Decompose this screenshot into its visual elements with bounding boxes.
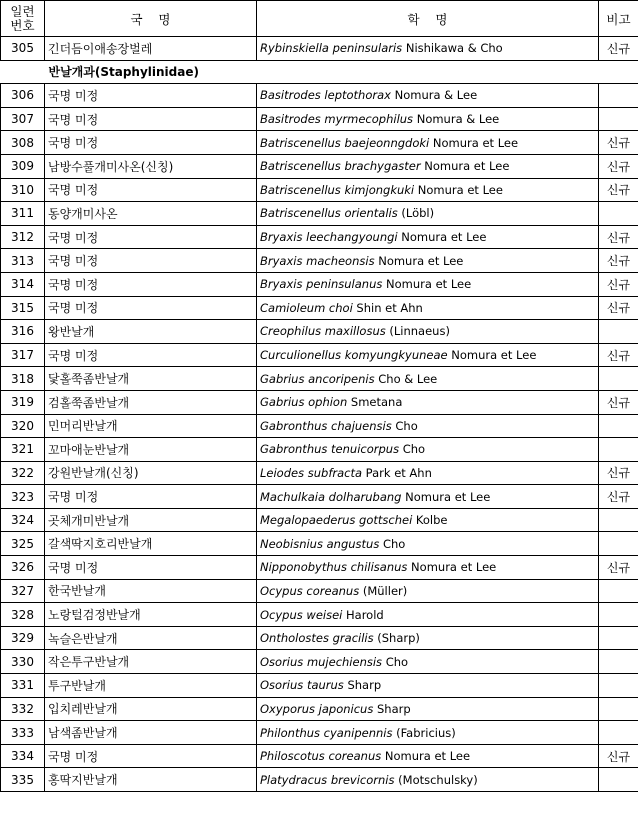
scientific-author: Nomura et Lee <box>429 135 519 150</box>
serial-number-cell: 334 <box>1 744 45 768</box>
scientific-binomial: Batriscenellus brachygaster <box>260 159 421 174</box>
serial-number-cell: 315 <box>1 296 45 320</box>
note-cell <box>599 320 638 344</box>
scientific-author: Park et Ahn <box>362 465 432 480</box>
serial-number-cell: 318 <box>1 367 45 391</box>
scientific-name-cell <box>257 154 599 178</box>
note-cell: 신규 <box>599 343 638 367</box>
note-cell: 신규 <box>599 225 638 249</box>
scientific-author: Nomura et Lee <box>381 749 471 764</box>
note-cell: 신규 <box>599 390 638 414</box>
scientific-binomial: Ontholostes gracilis <box>260 631 374 646</box>
table-row <box>1 37 638 61</box>
note-cell: 신규 <box>599 178 638 202</box>
table-row <box>1 556 638 580</box>
scientific-name-cell <box>257 390 599 414</box>
scientific-author: (Motschulsky) <box>394 772 478 787</box>
table-row <box>1 697 638 721</box>
serial-number-cell: 335 <box>1 768 45 792</box>
scientific-binomial: Oxyporus japonicus <box>260 701 374 716</box>
scientific-author: Cho <box>379 536 406 551</box>
family-heading: 반날개과(Staphylinidae) <box>1 60 638 84</box>
table-header-row <box>1 1 638 37</box>
scientific-author: Sharp <box>373 701 411 716</box>
korean-name-cell: 작은투구반날개 <box>45 650 257 674</box>
korean-name-cell: 투구반날개 <box>45 674 257 698</box>
serial-number-cell: 316 <box>1 320 45 344</box>
scientific-name-cell <box>257 414 599 438</box>
serial-number-cell: 327 <box>1 579 45 603</box>
note-cell: 신규 <box>599 272 638 296</box>
serial-number-cell: 305 <box>1 37 45 61</box>
scientific-author: Nomura et Lee <box>420 159 510 174</box>
scientific-binomial: Batriscenellus orientalis <box>260 206 398 221</box>
scientific-author: Nomura et Lee <box>374 253 464 268</box>
scientific-name-cell <box>257 107 599 131</box>
serial-number-cell: 325 <box>1 532 45 556</box>
scientific-binomial: Ocypus coreanus <box>260 583 360 598</box>
serial-number-cell: 333 <box>1 721 45 745</box>
table-row <box>1 579 638 603</box>
table-row <box>1 485 638 509</box>
scientific-author: Cho <box>391 418 418 433</box>
scientific-binomial: Megalopaederus gottschei <box>260 513 413 528</box>
scientific-author: Cho <box>382 654 409 669</box>
scientific-author: Nomura et Lee <box>447 348 537 363</box>
scientific-name-cell <box>257 721 599 745</box>
scientific-name-cell <box>257 485 599 509</box>
scientific-binomial: Gabrius ophion <box>260 395 348 410</box>
scientific-name-cell <box>257 697 599 721</box>
serial-number-cell: 310 <box>1 178 45 202</box>
table-row <box>1 178 638 202</box>
korean-name-cell: 검홀쭉좀반날개 <box>45 390 257 414</box>
note-cell: 신규 <box>599 131 638 155</box>
serial-number-cell: 311 <box>1 202 45 226</box>
scientific-binomial: Batriscenellus baejeonngdoki <box>260 135 430 150</box>
scientific-author: Nishikawa & Cho <box>402 41 503 56</box>
table-row <box>1 249 638 273</box>
header-serial-line1: 일련 <box>10 3 35 19</box>
korean-name-cell: 국명 미정 <box>45 556 257 580</box>
table-row <box>1 390 638 414</box>
scientific-name-cell <box>257 320 599 344</box>
note-cell <box>599 579 638 603</box>
scientific-name-cell <box>257 343 599 367</box>
serial-number-cell: 314 <box>1 272 45 296</box>
scientific-name-cell <box>257 556 599 580</box>
korean-name-cell: 꼬마애눈반날개 <box>45 438 257 462</box>
note-cell <box>599 84 638 108</box>
scientific-author: Sharp <box>343 678 382 693</box>
scientific-binomial: Curculionellus komyungkyuneae <box>260 348 448 363</box>
table-row <box>1 154 638 178</box>
table-row <box>1 107 638 131</box>
note-cell: 신규 <box>599 461 638 485</box>
scientific-binomial: Bryaxis peninsulanus <box>260 277 383 292</box>
note-cell: 신규 <box>599 296 638 320</box>
note-cell <box>599 532 638 556</box>
scientific-name-cell <box>257 603 599 627</box>
scientific-name-cell <box>257 272 599 296</box>
scientific-name-cell <box>257 508 599 532</box>
korean-name-cell: 남방수풀개미사온(신칭) <box>45 154 257 178</box>
serial-number-cell: 308 <box>1 131 45 155</box>
scientific-binomial: Batriscenellus kimjongkuki <box>260 182 415 197</box>
table-row <box>1 768 638 792</box>
korean-name-cell: 국명 미정 <box>45 249 257 273</box>
scientific-binomial: Neobisnius angustus <box>260 536 380 551</box>
note-cell <box>599 768 638 792</box>
note-cell: 신규 <box>599 744 638 768</box>
scientific-binomial: Gabrius ancoripenis <box>260 371 375 386</box>
korean-name-cell: 긴더듬이애송장벌레 <box>45 37 257 61</box>
serial-number-cell: 332 <box>1 697 45 721</box>
scientific-binomial: Philonthus cyanipennis <box>260 725 393 740</box>
scientific-name-cell <box>257 202 599 226</box>
family-heading-row <box>1 60 638 84</box>
scientific-author: Shin et Ahn <box>352 300 423 315</box>
korean-name-cell: 국명 미정 <box>45 131 257 155</box>
table-row <box>1 532 638 556</box>
scientific-binomial: Gabronthus tenuicorpus <box>260 442 400 457</box>
serial-number-cell: 330 <box>1 650 45 674</box>
korean-name-cell: 민머리반날개 <box>45 414 257 438</box>
scientific-name-cell <box>257 367 599 391</box>
header-korean-name: 국 명 <box>45 1 257 37</box>
header-note: 비고 <box>599 1 638 37</box>
note-cell: 신규 <box>599 154 638 178</box>
scientific-name-cell <box>257 37 599 61</box>
korean-name-cell: 홍딱지반날개 <box>45 768 257 792</box>
korean-name-cell: 동양개미사온 <box>45 202 257 226</box>
korean-name-cell: 국명 미정 <box>45 343 257 367</box>
scientific-binomial: Nipponobythus chilisanus <box>260 560 408 575</box>
table-row <box>1 674 638 698</box>
header-serial-number <box>1 1 45 37</box>
korean-name-cell: 국명 미정 <box>45 296 257 320</box>
table-row <box>1 225 638 249</box>
table-row <box>1 343 638 367</box>
korean-name-cell: 국명 미정 <box>45 84 257 108</box>
note-cell <box>599 414 638 438</box>
scientific-binomial: Basitrodes leptothorax <box>260 88 391 103</box>
scientific-binomial: Osorius taurus <box>260 678 344 693</box>
serial-number-cell: 320 <box>1 414 45 438</box>
scientific-binomial: Gabronthus chajuensis <box>260 418 392 433</box>
serial-number-cell: 319 <box>1 390 45 414</box>
scientific-author: Nomura & Lee <box>390 88 478 103</box>
korean-name-cell: 입치레반날개 <box>45 697 257 721</box>
korean-name-cell: 남색좀반날개 <box>45 721 257 745</box>
scientific-name-cell <box>257 579 599 603</box>
scientific-author: (Müller) <box>359 583 408 598</box>
korean-name-cell: 국명 미정 <box>45 485 257 509</box>
table-row <box>1 461 638 485</box>
scientific-author: (Fabricius) <box>392 725 456 740</box>
scientific-author: Nomura et Lee <box>382 277 472 292</box>
note-cell <box>599 721 638 745</box>
korean-name-cell: 닻홀쭉좀반날개 <box>45 367 257 391</box>
table-row <box>1 84 638 108</box>
korean-name-cell: 왕반날개 <box>45 320 257 344</box>
korean-name-cell: 국명 미정 <box>45 272 257 296</box>
scientific-author: Nomura et Lee <box>401 489 491 504</box>
scientific-binomial: Ocypus weisei <box>260 607 343 622</box>
serial-number-cell: 328 <box>1 603 45 627</box>
scientific-author: Harold <box>342 607 384 622</box>
table-row <box>1 414 638 438</box>
korean-name-cell: 국명 미정 <box>45 744 257 768</box>
note-cell <box>599 202 638 226</box>
scientific-name-cell <box>257 650 599 674</box>
serial-number-cell: 329 <box>1 626 45 650</box>
note-cell: 신규 <box>599 485 638 509</box>
korean-name-cell: 국명 미정 <box>45 225 257 249</box>
note-cell <box>599 697 638 721</box>
table-row <box>1 202 638 226</box>
scientific-binomial: Basitrodes myrmecophilus <box>260 112 414 127</box>
scientific-binomial: Camioleum choi <box>260 300 353 315</box>
scientific-name-cell <box>257 178 599 202</box>
scientific-author: Nomura & Lee <box>413 112 500 127</box>
scientific-author: (Sharp) <box>373 631 420 646</box>
scientific-binomial: Bryaxis macheonsis <box>260 253 375 268</box>
korean-name-cell: 노랑털검정반날개 <box>45 603 257 627</box>
scientific-name-cell <box>257 744 599 768</box>
table-row <box>1 603 638 627</box>
korean-name-cell: 한국반날개 <box>45 579 257 603</box>
scientific-name-cell <box>257 225 599 249</box>
scientific-name-cell <box>257 249 599 273</box>
serial-number-cell: 309 <box>1 154 45 178</box>
table-row <box>1 650 638 674</box>
scientific-author: Nomura et Lee <box>414 182 503 197</box>
scientific-binomial: Leiodes subfracta <box>260 465 363 480</box>
serial-number-cell: 321 <box>1 438 45 462</box>
korean-name-cell: 국명 미정 <box>45 107 257 131</box>
scientific-binomial: Osorius mujechiensis <box>260 654 383 669</box>
scientific-author: Kolbe <box>412 513 448 528</box>
serial-number-cell: 317 <box>1 343 45 367</box>
scientific-author: (Linnaeus) <box>385 324 450 339</box>
korean-name-cell: 녹슬은반날개 <box>45 626 257 650</box>
table-row <box>1 721 638 745</box>
note-cell: 신규 <box>599 249 638 273</box>
serial-number-cell: 326 <box>1 556 45 580</box>
scientific-author: Smetana <box>347 395 403 410</box>
korean-name-cell: 곳체개미반날개 <box>45 508 257 532</box>
scientific-name-cell <box>257 674 599 698</box>
scientific-name-cell <box>257 131 599 155</box>
serial-number-cell: 322 <box>1 461 45 485</box>
korean-name-cell: 강원반날개(신칭) <box>45 461 257 485</box>
serial-number-cell: 306 <box>1 84 45 108</box>
scientific-author: Cho <box>399 442 426 457</box>
note-cell: 신규 <box>599 556 638 580</box>
serial-number-cell: 331 <box>1 674 45 698</box>
note-cell <box>599 107 638 131</box>
scientific-author: Nomura et Lee <box>407 560 497 575</box>
table-row <box>1 367 638 391</box>
table-row <box>1 744 638 768</box>
serial-number-cell: 313 <box>1 249 45 273</box>
scientific-name-cell <box>257 626 599 650</box>
header-scientific-name: 학 명 <box>257 1 599 37</box>
note-cell <box>599 508 638 532</box>
table-row <box>1 626 638 650</box>
scientific-name-cell <box>257 768 599 792</box>
scientific-name-cell <box>257 461 599 485</box>
korean-name-cell: 국명 미정 <box>45 178 257 202</box>
serial-number-cell: 324 <box>1 508 45 532</box>
korean-name-cell: 갈색딱지호리반날개 <box>45 532 257 556</box>
serial-number-cell: 307 <box>1 107 45 131</box>
serial-number-cell: 312 <box>1 225 45 249</box>
scientific-name-cell <box>257 84 599 108</box>
scientific-author: Cho & Lee <box>374 371 438 386</box>
scientific-binomial: Machulkaia dolharubang <box>260 489 402 504</box>
table-row <box>1 320 638 344</box>
scientific-binomial: Bryaxis leechangyoungi <box>260 230 398 245</box>
note-cell <box>599 650 638 674</box>
scientific-author: Nomura et Lee <box>397 230 487 245</box>
header-serial-line2: 번호 <box>10 17 35 33</box>
scientific-binomial: Platydracus brevicornis <box>260 772 395 787</box>
note-cell <box>599 438 638 462</box>
table-row <box>1 272 638 296</box>
serial-number-cell: 323 <box>1 485 45 509</box>
scientific-binomial: Rybinskiella peninsularis <box>260 41 403 56</box>
note-cell <box>599 674 638 698</box>
scientific-binomial: Creophilus maxillosus <box>260 324 386 339</box>
note-cell: 신규 <box>599 37 638 61</box>
scientific-name-cell <box>257 532 599 556</box>
scientific-author: (Löbl) <box>397 206 435 221</box>
scientific-name-cell <box>257 296 599 320</box>
table-row <box>1 508 638 532</box>
table-row <box>1 438 638 462</box>
note-cell <box>599 367 638 391</box>
table-row <box>1 296 638 320</box>
note-cell <box>599 626 638 650</box>
note-cell <box>599 603 638 627</box>
scientific-binomial: Philoscotus coreanus <box>260 749 382 764</box>
scientific-name-cell <box>257 438 599 462</box>
table-row <box>1 131 638 155</box>
